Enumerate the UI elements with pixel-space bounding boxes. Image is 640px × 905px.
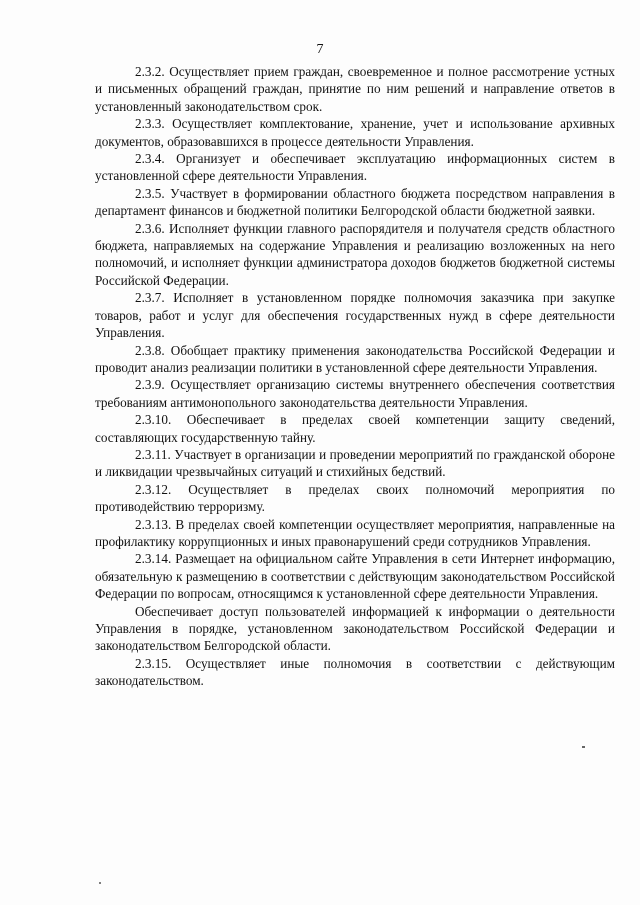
paragraph-2-3-7: 2.3.7. Исполняет в установленном порядке полномочия заказчика при закупке товаров, работ и услуг для обеспечения государственных нужд в сфере деятельности Управления. <box>95 290 615 341</box>
scan-speck <box>99 882 101 884</box>
paragraph-2-3-6: 2.3.6. Исполняет функции главного распорядителя и получателя средств областного бюджета, направляемых на содержание Управления и реализацию возложенных на него полномочий, и исполняет функции администратора доходов бюджетов бюджетной системы Российской Федерации. <box>95 220 615 288</box>
paragraph-2-3-2: 2.3.2. Осуществляет прием граждан, своевременное и полное рассмотрение устных и письменных обращений граждан, принятие по ним решений и направление ответов в установленный законодательством срок. <box>95 64 615 114</box>
paragraph-2-3-10: 2.3.10. Обеспечивает в пределах своей компетенции защиту сведений, составляющих государственную тайну. <box>95 412 615 445</box>
scan-speck <box>582 746 585 748</box>
paragraph-2-3-15: 2.3.15. Осуществляет иные полномочия в соответствии с действующим законодательством. <box>95 655 615 689</box>
page-number: 7 <box>316 42 324 57</box>
paragraph-2-3-8: 2.3.8. Обобщает практику применения законодательства Российской Федерации и проводит анализ реализации политики в установленной сфере деятельности Управления. <box>95 342 615 375</box>
document-body <box>95 63 615 690</box>
paragraph-2-3-4: 2.3.4. Организует и обеспечивает эксплуатацию информационных систем в установленной сфере деятельности Управления. <box>95 151 615 184</box>
paragraph-2-3-13: 2.3.13. В пределах своей компетенции осуществляет мероприятия, направленные на профилактику коррупционных и иных правонарушений среди сотрудников Управления. <box>95 516 615 549</box>
paragraph-2-3-11: 2.3.11. Участвует в организации и проведении мероприятий по гражданской обороне и ликвидации чрезвычайных ситуаций и стихийных бедствий. <box>95 446 615 480</box>
paragraph-2-3-3: 2.3.3. Осуществляет комплектование, хранение, учет и использование архивных документов, образовавшихся в процессе деятельности Управления. <box>95 116 615 149</box>
paragraph-2-3-14: 2.3.14. Размещает на официальном сайте Управления в сети Интернет информацию, обязательную к размещению в соответствии с действующим законодательством Российской Федерации по вопросам, относящимся к установленной сфере деятельности Управления. <box>95 551 615 602</box>
paragraph-2-3-12: 2.3.12. Осуществляет в пределах своих полномочий мероприятия по противодействию терроризму. <box>95 481 615 515</box>
paragraph-access: Обеспечивает доступ пользователей информацией к информации о деятельности Управления в порядке, установленном законодательством Российской Федерации и законодательством Белгородской области. <box>95 603 615 654</box>
paragraph-2-3-9: 2.3.9. Осуществляет организацию системы внутреннего обеспечения соответствия требованиям антимонопольного законодательства деятельности Управления. <box>95 377 615 410</box>
paragraph-2-3-5: 2.3.5. Участвует в формировании областного бюджета посредством направления в департамент финансов и бюджетной политики Белгородской области бюджетной заявки. <box>95 185 615 219</box>
